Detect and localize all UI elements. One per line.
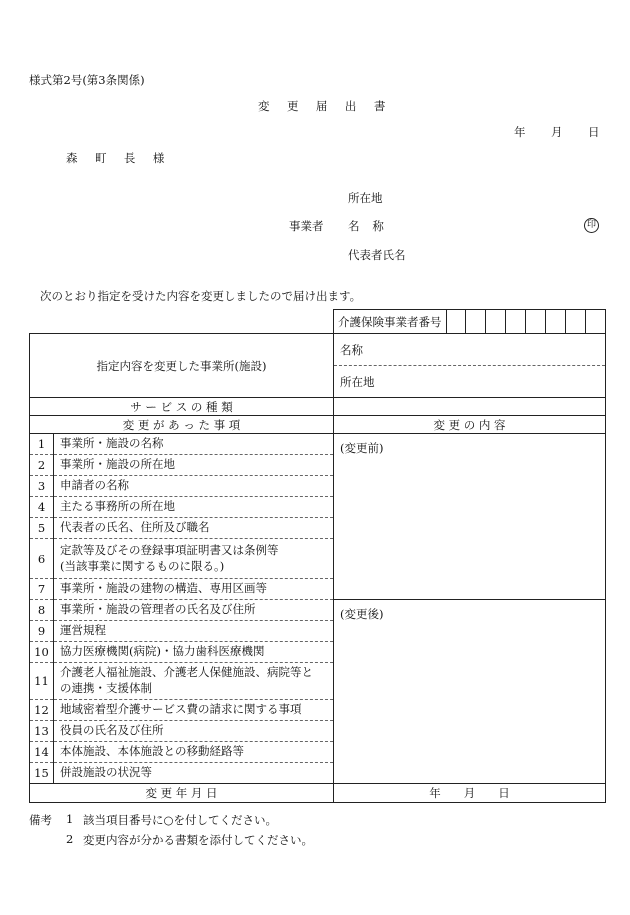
seal-icon: 印 [584,218,599,233]
insurer-digit-box[interactable] [566,310,586,333]
item-text: 役員の氏名及び住所 [54,721,334,742]
item-text: 協力医療機関(病院)・協力歯科医療機関 [54,642,334,663]
insurer-digit-box[interactable] [447,310,467,333]
insurer-digit-box[interactable] [586,310,605,333]
insurer-number-row [334,310,606,334]
seal-mark [584,216,599,233]
change-form-table [29,309,606,803]
applicant-address-label: 所在地 [348,191,383,205]
insurer-digit-box[interactable] [466,310,486,333]
item-text: 事業所・施設の所在地 [54,455,334,476]
facility-label: 指定内容を変更した事業所(施設) [30,334,334,398]
applicant-name-label: 名 称 [348,219,389,233]
item-number[interactable]: 14 [30,742,54,763]
item-number[interactable]: 4 [30,497,54,518]
intro-text: 次のとおり指定を受けた内容を変更しましたので届け出ます。 [40,289,362,303]
change-content-header: 変 更 の 内 容 [334,416,606,434]
item-number[interactable]: 1 [30,434,54,455]
date-year-label: 年 [514,125,526,139]
item-number[interactable]: 2 [30,455,54,476]
insurer-digit-box[interactable] [526,310,546,333]
form-number: 様式第2号(第3条関係) [29,73,145,87]
date-day-label: 日 [588,125,600,139]
item-number[interactable]: 5 [30,518,54,539]
item-text: 地域密着型介護サービス費の請求に関する事項 [54,700,334,721]
item-text: 介護老人福祉施設、介護老人保健施設、病院等と の連携・支援体制 [54,663,334,700]
item-number[interactable]: 12 [30,700,54,721]
item-number[interactable]: 13 [30,721,54,742]
facility-fields [334,334,606,398]
applicant-role-label: 事業者 [289,219,324,233]
change-date-field[interactable]: 年 月 日 [334,784,606,803]
item-number[interactable]: 7 [30,579,54,600]
item-text: 事業所・施設の管理者の氏名及び住所 [54,600,334,621]
service-type-field[interactable] [334,398,606,416]
change-date-label: 変 更 年 月 日 [30,784,334,803]
facility-address-label[interactable]: 所在地 [340,374,375,389]
item-number[interactable]: 15 [30,763,54,784]
service-type-label: サ ー ビ ス の 種 類 [30,398,334,416]
insurer-digit-box[interactable] [486,310,506,333]
applicant-representative-label: 代表者氏名 [348,248,406,262]
item-text: 運営規程 [54,621,334,642]
document-title: 変 更 届 出 書 [258,99,393,113]
item-number[interactable]: 10 [30,642,54,663]
note-number: 2 [66,832,74,846]
item-number[interactable]: 6 [30,539,54,579]
note-number: 1 [66,812,74,826]
before-change-label: (変更前) [340,441,384,455]
insurer-digit-box[interactable] [506,310,526,333]
item-text: 主たる事務所の所在地 [54,497,334,518]
after-change-field[interactable] [334,600,606,784]
notes-label: 備考 [29,813,52,827]
blank-cell [30,310,334,334]
before-change-field[interactable] [334,434,606,600]
item-number[interactable]: 11 [30,663,54,700]
after-change-label: (変更後) [340,607,384,621]
item-text: 併設施設の状況等 [54,763,334,784]
item-text: 事業所・施設の建物の構造、専用区画等 [54,579,334,600]
date-month-label: 月 [551,125,563,139]
addressee: 森 町 長 様 [66,151,172,165]
note-text: 変更内容が分かる書類を添付してください。 [83,833,313,847]
insurer-number-label: 介護保険事業者番号 [334,310,447,333]
item-number[interactable]: 9 [30,621,54,642]
item-number[interactable]: 3 [30,476,54,497]
changed-items-header: 変 更 が あ っ た 事 項 [30,416,334,434]
item-text: 定款等及びその登録事項証明書又は条例等 (当該事業に関するものに限る。) [54,539,334,579]
item-text: 事業所・施設の名称 [54,434,334,455]
item-text: 申請者の名称 [54,476,334,497]
facility-name-label[interactable]: 名称 [334,334,605,366]
item-text: 本体施設、本体施設との移動経路等 [54,742,334,763]
item-text: 代表者の氏名、住所及び職名 [54,518,334,539]
item-number[interactable]: 8 [30,600,54,621]
insurer-digit-box[interactable] [546,310,566,333]
note-text: 該当項目番号に○を付してください。 [83,813,278,827]
